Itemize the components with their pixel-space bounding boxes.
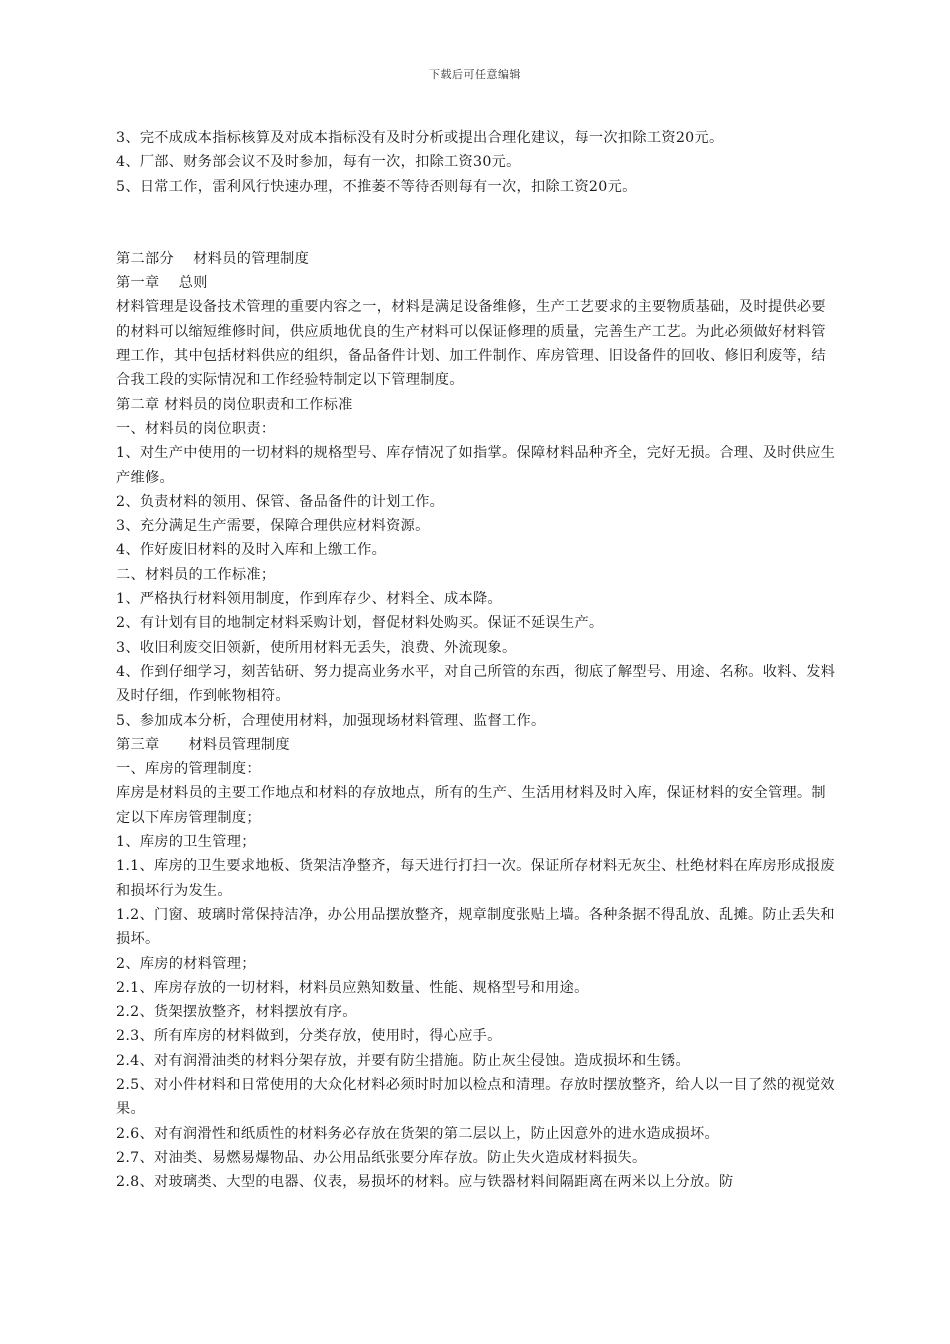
paragraph: 1、对生产中使用的一切材料的规格型号、库存情况了如指掌。保障材料品种齐全，完好无损。合理、及时供应生产维修。 (116, 445, 836, 486)
section-gap (116, 199, 836, 247)
paragraph: 4、作好废旧材料的及时入库和上缴工作。 (116, 542, 387, 559)
paragraph: 2、库房的材料管理； (116, 955, 256, 972)
paragraph: 3、完不成成本指标核算及对成本指标没有及时分析或提出合理化建议，每一次扣除工资20元。 (116, 130, 724, 146)
paragraph: 2.3、所有库房的材料做到，分类存放，使用时，得心应手。 (116, 1028, 502, 1045)
page-header: 下载后可任意编辑 (429, 68, 521, 81)
paragraph: 4、厂部、财务部会议不及时参加，每有一次，扣除工资30元。 (116, 154, 521, 171)
paragraph: 2、负责材料的领用、保管、备品备件的计划工作。 (116, 493, 445, 510)
paragraph: 1、严格执行材料领用制度，作到库存少、材料全、成本降。 (116, 591, 503, 608)
paragraph: 2、有计划有目的地制定材料采购计划，督促材料处购买。保证不延误生产。 (116, 615, 604, 632)
paragraph: 1、库房的卫生管理； (116, 834, 256, 851)
top-paragraphs (116, 126, 836, 199)
paragraph: 1.1、库房的卫生要求地板、货架洁净整齐，每天进行打扫一次。保证所存材料无灰尘、杜绝材料在库房形成报废和损坏行为发生。 (116, 858, 835, 899)
paragraph: 二、材料员的工作标准； (116, 566, 276, 583)
paragraph: 库房是材料员的主要工作地点和材料的存放地点，所有的生产、生活用材料及时入库，保证材料的安全管理。制定以下库房管理制度； (116, 785, 826, 826)
paragraph: 2.7、对油类、易燃易爆物品、办公用品纸张要分库存放。防止失火造成材料损失。 (116, 1149, 647, 1166)
paragraph: 2.2、货架摆放整齐，材料摆放有序。 (116, 1004, 357, 1021)
paragraph: 4、作到仔细学习，刻苦钻研、努力提高业务水平，对自己所管的东西，彻底了解型号、用途、名称。收料、发料及时仔细，作到帐物相符。 (116, 663, 836, 705)
paragraph: 第二部分 材料员的管理制度 (116, 250, 310, 267)
document-body (116, 126, 836, 1194)
paragraph: 3、收旧利废交旧领新，使所用材料无丢失，浪费、外流现象。 (116, 639, 517, 656)
paragraph: 2.4、对有润滑油类的材料分架存放，并要有防尘措施。防止灰尘侵蚀。造成损坏和生锈。 (116, 1052, 690, 1069)
paragraph: 材料管理是设备技术管理的重要内容之一，材料是满足设备维修，生产工艺要求的主要物质基础，及时提供必要的材料可以缩短维修时间，供应质地优良的生产材料可以保证修理的质量，完善生产工艺。为此必须做好材料管理工作，其中包括材料供应的组织，备品备件计划、加工件制作、库房管理、旧设备件的回收、修旧利废等，结合我工段的实际情况和工作经验特制定以下管理制度。 (116, 299, 826, 389)
paragraph: 5、日常工作，雷利风行快速办理，不推萎不等待否则每有一次，扣除工资20元。 (116, 178, 637, 195)
paragraph: 一、材料员的岗位职责： (116, 420, 276, 437)
paragraph: 1.2、门窗、玻璃时常保持洁净，办公用品摆放整齐，规章制度张贴上墙。各种条据不得乱放、乱摊。防止丢失和损坏。 (116, 906, 835, 948)
paragraph: 3、充分满足生产需要，保障合理供应材料资源。 (116, 518, 430, 535)
main-paragraphs (116, 247, 836, 1195)
paragraph: 第二章 材料员的岗位职责和工作标准 (116, 396, 353, 413)
paragraph: 第三章 材料员管理制度 (116, 736, 290, 753)
paragraph: 第一章 总则 (116, 275, 208, 292)
paragraph: 5、参加成本分析，合理使用材料，加强现场材料管理、监督工作。 (116, 712, 546, 729)
paragraph: 一、库房的管理制度： (116, 761, 261, 778)
paragraph: 2.6、对有润滑性和纸质性的材料务必存放在货架的第二层以上，防止因意外的进水造成损坏。 (116, 1125, 719, 1142)
paragraph: 2.5、对小件材料和日常使用的大众化材料必须时时加以检点和清理。存放时摆放整齐，给人以一目了然的视觉效果。 (116, 1076, 835, 1118)
paragraph: 2.8、对玻璃类、大型的电器、仪表，易损坏的材料。应与铁器材料间隔距离在两米以上分放。防 (116, 1174, 734, 1191)
paragraph: 2.1、库房存放的一切材料，材料员应熟知数量、性能、规格型号和用途。 (116, 979, 589, 996)
